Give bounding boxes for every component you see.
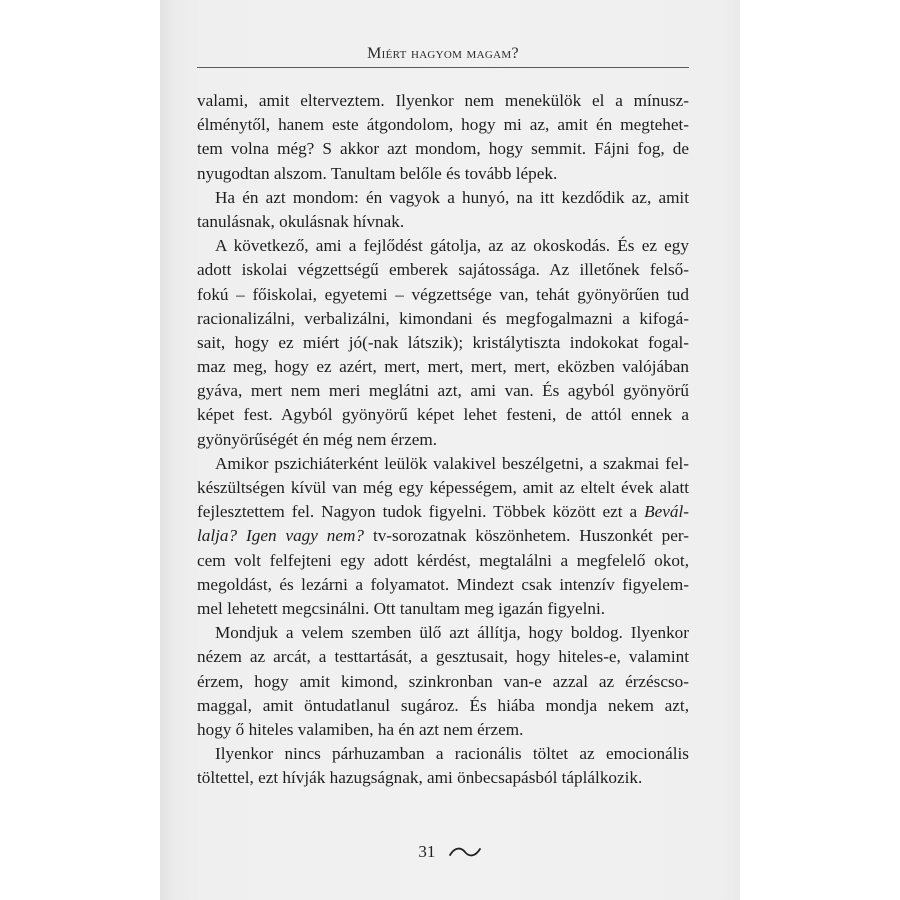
text-line (197, 694, 689, 718)
line-text: Ilyenkor nincs párhuzamban a racionális töltet az emocionális (215, 744, 689, 764)
text-line (197, 549, 689, 573)
tilde-ornament-icon (448, 845, 482, 859)
line-text: racionalizálni, verbalizálni, kimondani és megfogalmazni a kifogá- (197, 308, 689, 328)
text-line (197, 403, 689, 427)
text-line (197, 428, 689, 452)
line-text: cem volt felfejteni egy adott kérdést, megtalálni a megfelelő okot, (197, 550, 689, 570)
text-line (197, 186, 689, 210)
line-text: tem volna még? S akkor azt mondom, hogy semmit. Fájni fog, de (197, 139, 689, 159)
text-line (197, 234, 689, 258)
book-page (160, 0, 740, 900)
text-line (197, 452, 689, 476)
italic-title: lalja? Igen vagy nem? (197, 526, 365, 546)
text-line (197, 210, 689, 234)
line-text: tv-sorozatnak köszönhetem. Huszonkét per- (372, 526, 690, 546)
text-line (197, 89, 689, 113)
line-text: Ha én azt mondom: én vagyok a hunyó, na itt kezdődik az, amit (215, 187, 689, 207)
line-text: nyugodtan alszom. Tanultam belőle és tovább lépek. (197, 163, 558, 183)
line-text: töltettel, ezt hívják hazugságnak, ami önbecsapásból táplálkozik. (197, 768, 643, 788)
text-line (197, 162, 689, 186)
text-line (197, 742, 689, 766)
text-line (197, 307, 689, 331)
body-text (197, 89, 689, 790)
text-line (197, 283, 689, 307)
text-line (197, 670, 689, 694)
line-text: tanulásnak, okulásnak hívnak. (197, 211, 405, 231)
line-text: képet fest. Agyból gyönyörű képet lehet festeni, de attól ennek a (197, 405, 689, 425)
line-text: megoldást, és lezárni a folyamatot. Mindezt csak intenzív figyelem- (197, 574, 689, 594)
text-line (197, 500, 689, 524)
line-text: gyáva, mert nem meri meglátni azt, ami van. És agyból gyönyörű (197, 381, 689, 401)
text-line (197, 597, 689, 621)
line-text: valami, amit elterveztem. Ilyenkor nem menekülök el a mínusz- (197, 91, 689, 110)
line-text: fejlesztettem fel. Nagyon tudok figyelni. Többek között ezt a (197, 502, 645, 522)
line-text: készültségen kívül van még egy képességem, amit az eltelt évek alatt (197, 478, 689, 497)
header-rule (197, 67, 689, 68)
line-text: maggal, amit öntudatlanul sugároz. És hiába mondja nekem azt, (197, 695, 689, 715)
line-text: sait, hogy ez miért jó(-nak látszik); kristálytiszta indokokat fogal- (197, 332, 689, 352)
text-line (197, 137, 689, 161)
text-line (197, 573, 689, 597)
text-line (197, 355, 689, 379)
line-text: maz meg, hogy ez azért, mert, mert, mert, mert, eközben valójában (197, 357, 689, 377)
line-text: A következő, ami a fejlődést gátolja, az az okoskodás. És ez egy (215, 236, 689, 256)
line-text: nézem az arcát, a testtartását, a gesztusait, hogy hiteles-e, valamint (197, 647, 689, 667)
page-number: 31 (418, 842, 436, 862)
text-line (197, 718, 689, 742)
running-head-title: Miért hagyom magam? (367, 45, 519, 62)
text-line (197, 258, 689, 282)
line-text: fokú – főiskolai, egyetemi – végzettsége van, tehát gyönyörűen tud (197, 284, 689, 304)
text-line (197, 476, 689, 500)
text-line (197, 379, 689, 403)
text-line (197, 645, 689, 669)
page-footer (160, 841, 740, 862)
text-line (197, 331, 689, 355)
text-line (197, 766, 689, 790)
italic-title: Bevál- (644, 502, 689, 522)
line-text: Amikor pszichiáterként leülök valakivel beszélgetni, a szakmai fel- (215, 453, 689, 473)
line-text: Mondjuk a velem szemben ülő azt állítja, hogy boldog. Ilyenkor (215, 623, 689, 643)
text-line (197, 621, 689, 645)
line-text: mel lehetett megcsinálni. Ott tanultam meg igazán figyelni. (197, 598, 606, 618)
text-line (197, 524, 689, 548)
line-text: érzem, hogy amit kimond, szinkronban van-e azzal az érzéscso- (197, 671, 689, 691)
text-line (197, 113, 689, 137)
line-text: adott iskolai végzettségű emberek sajátossága. Az illetőnek felső- (197, 260, 689, 280)
line-text: élménytől, hanem este átgondolom, hogy mi az, amit én megtehet- (197, 115, 689, 135)
line-text: hogy ő hiteles valamiben, ha én azt nem érzem. (197, 719, 524, 739)
line-text: gyönyörűségét én még nem érzem. (197, 429, 438, 449)
